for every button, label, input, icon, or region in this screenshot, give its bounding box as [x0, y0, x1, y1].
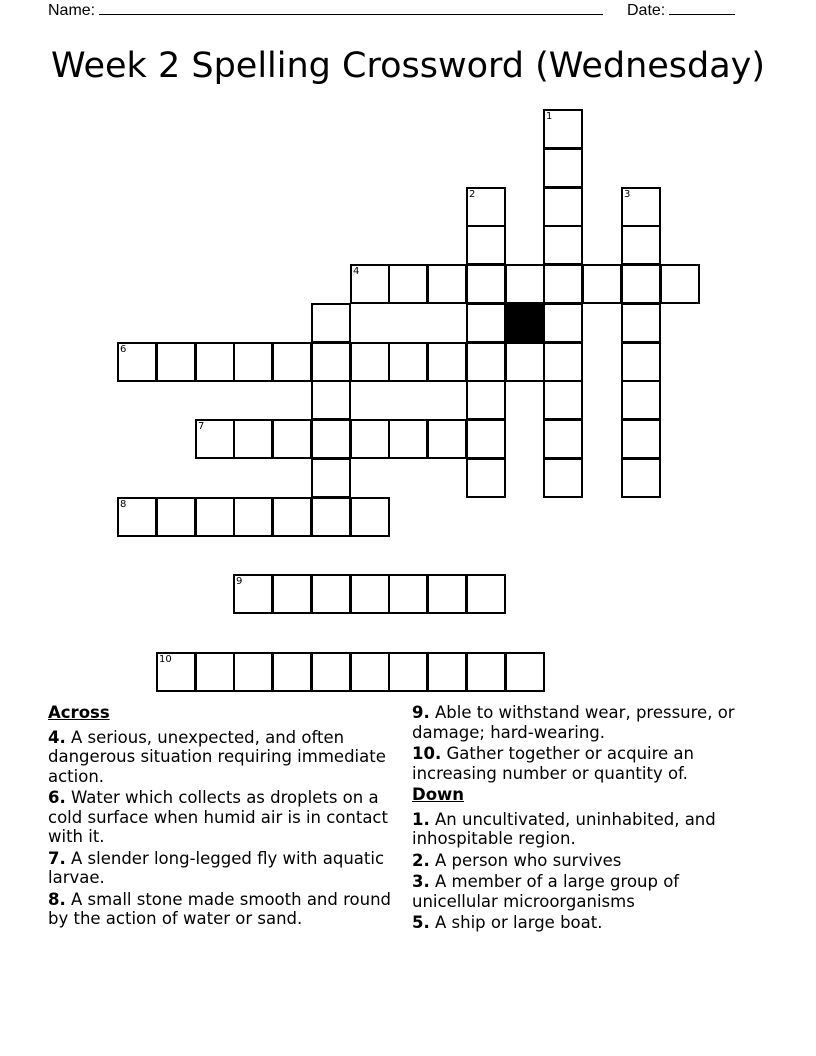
grid-cell[interactable]: [195, 652, 235, 692]
grid-cell[interactable]: [543, 458, 583, 498]
grid-cell[interactable]: [621, 458, 661, 498]
grid-cell[interactable]: [311, 419, 351, 459]
grid-cell[interactable]: [543, 187, 583, 227]
grid-cell[interactable]: [621, 419, 661, 459]
grid-cell[interactable]: [156, 497, 196, 537]
clue-number: 2: [469, 189, 476, 200]
clue-number: 8: [120, 499, 127, 510]
grid-cell[interactable]: [233, 419, 273, 459]
grid-cell[interactable]: [621, 380, 661, 420]
grid-cell[interactable]: [427, 264, 467, 304]
grid-cell[interactable]: [311, 303, 351, 343]
clue-down-5: 5. A ship or large boat.: [412, 913, 603, 932]
grid-cell[interactable]: [466, 225, 506, 265]
grid-cell[interactable]: [233, 342, 273, 382]
grid-cell[interactable]: [233, 574, 273, 614]
grid-cell[interactable]: [311, 342, 351, 382]
grid-cell[interactable]: [543, 342, 583, 382]
page-title: Week 2 Spelling Crossword (Wednesday): [50, 46, 766, 86]
grid-cell[interactable]: [543, 264, 583, 304]
grid-cell[interactable]: [543, 148, 583, 188]
grid-cell[interactable]: [233, 652, 273, 692]
clue-down-1: 1. An uncultivated, uninhabited, and inhospitable region.: [412, 809, 716, 848]
grid-cell[interactable]: [311, 458, 351, 498]
grid-cell[interactable]: [466, 264, 506, 304]
grid-cell[interactable]: [117, 497, 157, 537]
clue-across-10: 10. Gather together or acquire an increasing number or quantity of.: [412, 744, 694, 783]
grid-cell[interactable]: [388, 419, 428, 459]
grid-cell[interactable]: [272, 419, 312, 459]
grid-cell[interactable]: [272, 652, 312, 692]
grid-cell[interactable]: [466, 380, 506, 420]
grid-cell[interactable]: [117, 342, 157, 382]
clues-column-left: [48, 703, 393, 931]
grid-cell[interactable]: [505, 264, 545, 304]
grid-cell[interactable]: [466, 419, 506, 459]
grid-cell[interactable]: [388, 652, 428, 692]
grid-cell[interactable]: [350, 574, 390, 614]
grid-cell[interactable]: [660, 264, 700, 304]
grid-cell[interactable]: [621, 303, 661, 343]
clue-number: 3: [624, 189, 631, 200]
grid-cell[interactable]: [388, 574, 428, 614]
clue-number: 1: [546, 111, 553, 122]
grid-cell[interactable]: [466, 652, 506, 692]
grid-cell[interactable]: [427, 342, 467, 382]
clue-across-6: 6. Water which collects as droplets on a cold surface when humid air is in contact with it.: [48, 788, 388, 846]
down-heading: Down: [412, 785, 465, 804]
clues-column-right: [412, 703, 757, 935]
clue-number: 9: [236, 576, 243, 587]
grid-cell[interactable]: [233, 497, 273, 537]
clue-down-3: 3. A member of a large group of unicellular microorganisms: [412, 872, 680, 911]
grid-cell[interactable]: [543, 303, 583, 343]
grid-cell[interactable]: [582, 264, 622, 304]
grid-cell[interactable]: [350, 652, 390, 692]
grid-cell[interactable]: [388, 342, 428, 382]
black-square: [505, 303, 545, 343]
grid-cell[interactable]: [466, 574, 506, 614]
grid-cell[interactable]: [621, 264, 661, 304]
clue-across-9: 9. Able to withstand wear, pressure, or damage; hard-wearing.: [412, 703, 735, 742]
grid-cell[interactable]: [427, 652, 467, 692]
grid-cell[interactable]: [427, 574, 467, 614]
grid-cell[interactable]: [195, 419, 235, 459]
grid-cell[interactable]: [350, 342, 390, 382]
grid-cell[interactable]: [466, 342, 506, 382]
clue-across-4: 4. A serious, unexpected, and often dangerous situation requiring immediate action.: [48, 727, 386, 786]
grid-cell[interactable]: [311, 497, 351, 537]
grid-cell[interactable]: [272, 574, 312, 614]
clue-number: 10: [159, 654, 172, 665]
grid-cell[interactable]: [350, 497, 390, 537]
grid-cell[interactable]: [311, 652, 351, 692]
name-label: Name:: [48, 2, 96, 19]
grid-cell[interactable]: [466, 458, 506, 498]
grid-cell[interactable]: [505, 342, 545, 382]
grid-cell[interactable]: [195, 342, 235, 382]
grid-cell[interactable]: [388, 264, 428, 304]
grid-cell[interactable]: [427, 419, 467, 459]
grid-cell[interactable]: [156, 652, 196, 692]
grid-cell[interactable]: [505, 652, 545, 692]
grid-cell[interactable]: [311, 380, 351, 420]
clue-number: 4: [353, 266, 360, 277]
grid-cell[interactable]: [195, 497, 235, 537]
grid-cell[interactable]: [311, 574, 351, 614]
clue-down-2: 2. A person who survives: [412, 850, 622, 870]
grid-cell[interactable]: [272, 342, 312, 382]
clue-number: 7: [198, 421, 205, 432]
grid-cell[interactable]: [350, 264, 390, 304]
grid-cell[interactable]: [621, 225, 661, 265]
grid-cell[interactable]: [543, 380, 583, 420]
date-label: Date:: [627, 2, 666, 19]
clue-number: 6: [120, 344, 127, 355]
grid-cell[interactable]: [466, 303, 506, 343]
grid-cell[interactable]: [621, 342, 661, 382]
grid-cell[interactable]: [466, 187, 506, 227]
grid-cell[interactable]: [350, 419, 390, 459]
clue-across-8: 8. A small stone made smooth and round by the action of water or sand.: [48, 889, 392, 928]
grid-cell[interactable]: [543, 225, 583, 265]
grid-cell[interactable]: [156, 342, 196, 382]
clue-across-7: 7. A slender long-legged fly with aquatic larvae.: [48, 848, 385, 887]
across-heading: Across: [48, 703, 110, 722]
grid-cell[interactable]: [272, 497, 312, 537]
grid-cell[interactable]: [543, 109, 583, 149]
grid-cell[interactable]: [543, 419, 583, 459]
grid-cell[interactable]: [621, 187, 661, 227]
